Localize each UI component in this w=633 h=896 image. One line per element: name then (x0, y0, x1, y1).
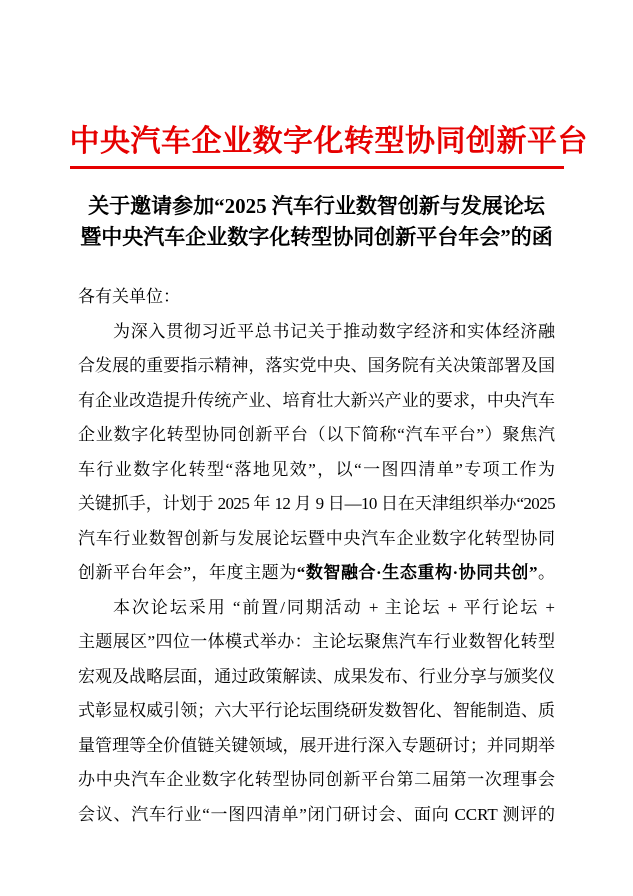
body-line: 车行业数字化转型“落地见效”，以“一图四清单”专项工作为 (78, 459, 555, 479)
masthead (0, 0, 633, 169)
body-line: 为深入贯彻习近平总书记关于推动数字经济和实体经济融 (113, 321, 555, 341)
body-line: 办中央汽车企业数字化转型协同创新平台第二届第一次理事会 (78, 770, 555, 789)
body-line: 企业数字化转型协同创新平台（以下简称“汽车平台”）聚焦汽 (78, 425, 555, 444)
body-line: 关键抓手，计划于 2025 年 12 月 9 日—10 日在天津组织举办“2025 (78, 494, 555, 513)
theme-prefix: 创新平台年会”，年度主题为 (78, 563, 297, 582)
red-divider (70, 166, 564, 169)
body-line: 合发展的重要指示精神，落实党中央、国务院有关决策部署及国 (78, 356, 555, 375)
subject-line-1: 关于邀请参加“2025 汽车行业数智创新与发展论坛 (88, 194, 545, 218)
body-line-theme (78, 556, 555, 591)
body-line: 主题展区”四位一体模式举办：主论坛聚焦汽车行业数智化转型 (78, 632, 555, 651)
salutation: 各有关单位： (78, 287, 180, 306)
body-line: 量管理等全价值链关键领域，展开进行深入专题研讨；并同期举 (78, 735, 555, 755)
theme-suffix: 。 (537, 563, 556, 582)
platform-title: 中央汽车企业数字化转型协同创新平台 (69, 125, 588, 158)
annual-theme: “数智融合·生态重构·协同共创” (296, 563, 538, 582)
body-line: 会议、汽车行业“一图四清单”闭门研讨会、面向 CCRT 测评的 (78, 804, 555, 824)
subject-line-2: 暨中央汽车企业数字化转型协同创新平台年会”的函 (80, 225, 553, 249)
body-line: 汽车行业数智创新与发展论坛暨中央汽车企业数字化转型协同 (78, 528, 555, 548)
body-line: 本次论坛采用 “前置/同期活动 + 主论坛 + 平行论坛 + (113, 597, 555, 617)
body-line: 有企业改造提升传统产业、培育壮大新兴产业的要求，中央汽车 (78, 390, 555, 410)
letter-subject (0, 191, 633, 253)
masthead-banner (69, 122, 588, 162)
body-line: 宏观及战略层面，通过政策解读、成果发布、行业分享与颁奖仪 (78, 666, 555, 686)
letter-body (78, 280, 555, 832)
body-line: 式彰显权威引领；六大平行论坛围绕研发数智化、智能制造、质 (78, 701, 555, 720)
